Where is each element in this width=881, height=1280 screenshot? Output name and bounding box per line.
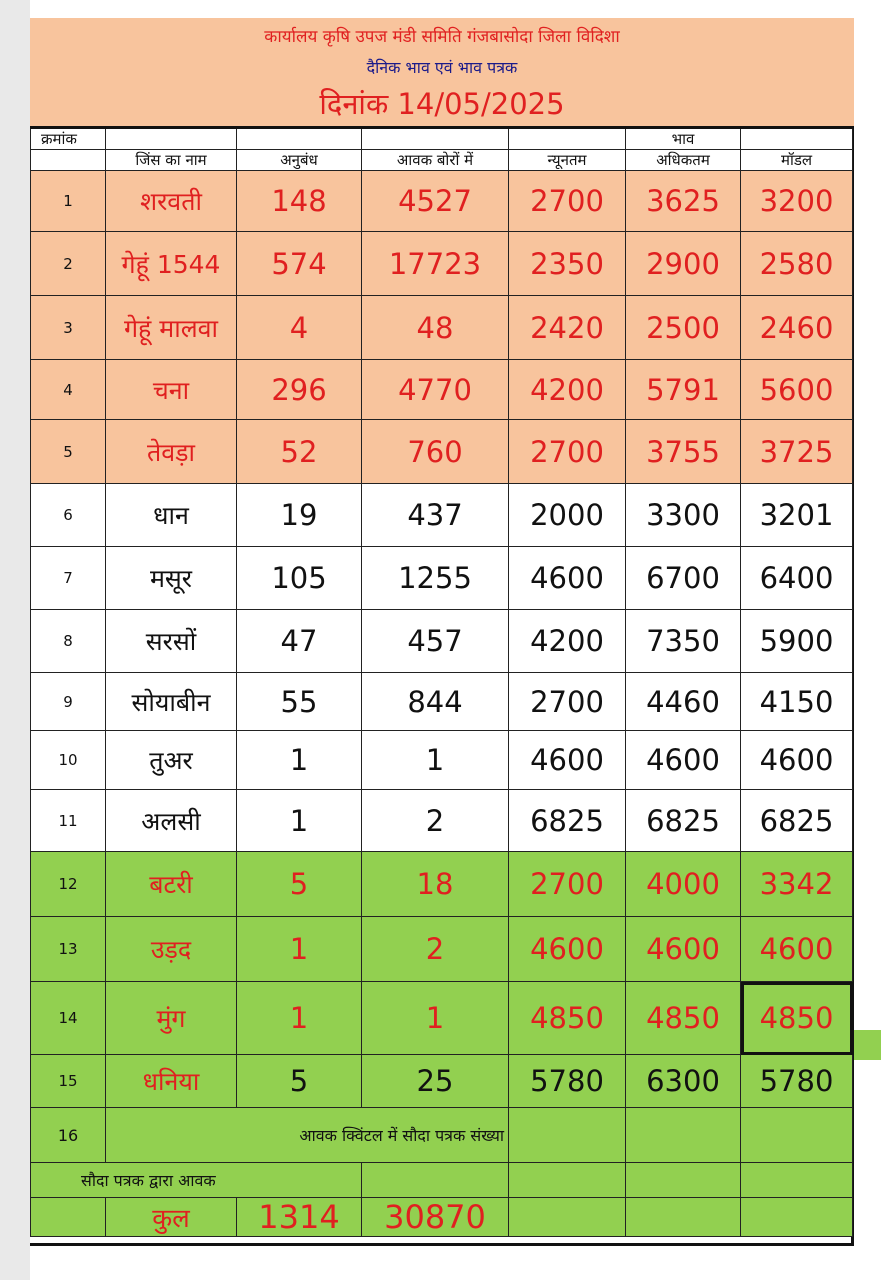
row-16-serial: 16 bbox=[31, 1108, 106, 1163]
row-16-label: आवक क्विंटल में सौदा पत्रक संख्या bbox=[106, 1108, 509, 1163]
cell-modal: 2580 bbox=[741, 232, 853, 296]
cell-sn: 13 bbox=[31, 917, 106, 982]
cell-max: 6300 bbox=[626, 1055, 741, 1108]
col-modal-header: मॉडल bbox=[741, 150, 853, 171]
cell-name: उड़द bbox=[106, 917, 237, 982]
table-row bbox=[31, 1055, 853, 1108]
cell-min: 4200 bbox=[509, 610, 626, 673]
cell-arrival: 437 bbox=[362, 484, 509, 547]
table-row bbox=[31, 420, 853, 484]
col-min-header: न्यूनतम bbox=[509, 150, 626, 171]
cell-modal: 4600 bbox=[741, 731, 853, 790]
cell-modal: 4150 bbox=[741, 673, 853, 731]
cell-name: मसूर bbox=[106, 547, 237, 610]
green-cell-overflow bbox=[854, 1030, 881, 1060]
table-row bbox=[31, 610, 853, 673]
cell-sn: 6 bbox=[31, 484, 106, 547]
cell-name: तेवड़ा bbox=[106, 420, 237, 484]
cell-sn: 12 bbox=[31, 852, 106, 917]
cell-sn: 7 bbox=[31, 547, 106, 610]
cell-min: 2420 bbox=[509, 296, 626, 360]
table-row bbox=[31, 852, 853, 917]
cell-arrival: 457 bbox=[362, 610, 509, 673]
cell-min: 4850 bbox=[509, 982, 626, 1055]
cell-sn: 5 bbox=[31, 420, 106, 484]
cell-contract: 19 bbox=[237, 484, 362, 547]
cell-contract: 4 bbox=[237, 296, 362, 360]
cell-name: सोयाबीन bbox=[106, 673, 237, 731]
total-contract: 1314 bbox=[237, 1198, 362, 1237]
cell-modal: 5600 bbox=[741, 360, 853, 420]
cell-modal: 4600 bbox=[741, 917, 853, 982]
cell-max: 4460 bbox=[626, 673, 741, 731]
cell-min: 4600 bbox=[509, 917, 626, 982]
cell-name: धान bbox=[106, 484, 237, 547]
cell-modal: 3342 bbox=[741, 852, 853, 917]
cell-sn: 10 bbox=[31, 731, 106, 790]
cell-name: चना bbox=[106, 360, 237, 420]
cell-max: 3300 bbox=[626, 484, 741, 547]
cell-sn: 4 bbox=[31, 360, 106, 420]
cell-min: 4600 bbox=[509, 731, 626, 790]
col-max-header: अधिकतम bbox=[626, 150, 741, 171]
cell-name: अलसी bbox=[106, 790, 237, 852]
cell-modal: 3725 bbox=[741, 420, 853, 484]
cell-arrival: 844 bbox=[362, 673, 509, 731]
cell-arrival: 2 bbox=[362, 790, 509, 852]
cell-contract: 1 bbox=[237, 790, 362, 852]
cell-min: 2700 bbox=[509, 420, 626, 484]
cell-min: 2700 bbox=[509, 673, 626, 731]
cell-contract: 1 bbox=[237, 731, 362, 790]
cell-modal: 3200 bbox=[741, 171, 853, 232]
cell-modal: 5900 bbox=[741, 610, 853, 673]
cell-contract: 296 bbox=[237, 360, 362, 420]
cell-max: 4600 bbox=[626, 731, 741, 790]
cell-name: गेहूं 1544 bbox=[106, 232, 237, 296]
cell-modal: 3201 bbox=[741, 484, 853, 547]
table-row bbox=[31, 171, 853, 232]
cell-max: 7350 bbox=[626, 610, 741, 673]
cell-contract: 1 bbox=[237, 917, 362, 982]
cell-min: 4200 bbox=[509, 360, 626, 420]
cell-min: 2350 bbox=[509, 232, 626, 296]
cell-max: 4000 bbox=[626, 852, 741, 917]
table-row bbox=[31, 731, 853, 790]
cell-arrival: 1 bbox=[362, 982, 509, 1055]
cell-modal: 4850 bbox=[741, 982, 853, 1055]
cell-contract: 105 bbox=[237, 547, 362, 610]
cell-sn: 15 bbox=[31, 1055, 106, 1108]
cell-name: बटरी bbox=[106, 852, 237, 917]
price-table bbox=[30, 126, 853, 1237]
cell-name: धनिया bbox=[106, 1055, 237, 1108]
cell-contract: 574 bbox=[237, 232, 362, 296]
col-arrival-header: आवक बोरों में bbox=[362, 150, 509, 171]
cell-min: 4600 bbox=[509, 547, 626, 610]
office-title: कार्यालय कृषि उपज मंडी समिति गंजबासोदा जिला विदिशा bbox=[264, 27, 620, 47]
cell-max: 3755 bbox=[626, 420, 741, 484]
cell-contract: 5 bbox=[237, 852, 362, 917]
cell-sn: 9 bbox=[31, 673, 106, 731]
table-row bbox=[31, 232, 853, 296]
cell-modal: 6825 bbox=[741, 790, 853, 852]
cell-max: 2500 bbox=[626, 296, 741, 360]
cell-min: 5780 bbox=[509, 1055, 626, 1108]
cell-sn: 11 bbox=[31, 790, 106, 852]
cell-max: 6700 bbox=[626, 547, 741, 610]
col-serial-header: क्रमांक bbox=[31, 128, 106, 150]
table-row bbox=[31, 673, 853, 731]
cell-modal: 5780 bbox=[741, 1055, 853, 1108]
note-label: सौदा पत्रक द्वारा आवक bbox=[31, 1163, 362, 1198]
cell-arrival: 18 bbox=[362, 852, 509, 917]
left-margin bbox=[0, 0, 30, 1280]
total-label: कुल bbox=[106, 1198, 237, 1237]
table-row bbox=[31, 982, 853, 1055]
cell-contract: 55 bbox=[237, 673, 362, 731]
cell-arrival: 2 bbox=[362, 917, 509, 982]
table-row bbox=[31, 547, 853, 610]
cell-max: 6825 bbox=[626, 790, 741, 852]
cell-name: मुंग bbox=[106, 982, 237, 1055]
col-contract-header: अनुबंध bbox=[237, 150, 362, 171]
cell-sn: 3 bbox=[31, 296, 106, 360]
cell-arrival: 1 bbox=[362, 731, 509, 790]
cell-contract: 148 bbox=[237, 171, 362, 232]
col-price-group-header: भाव bbox=[626, 128, 741, 150]
table-row bbox=[31, 296, 853, 360]
sheet-subtitle: दैनिक भाव एवं भाव पत्रक bbox=[366, 58, 518, 77]
cell-arrival: 17723 bbox=[362, 232, 509, 296]
cell-arrival: 4527 bbox=[362, 171, 509, 232]
cell-min: 6825 bbox=[509, 790, 626, 852]
total-arrival: 30870 bbox=[362, 1198, 509, 1237]
table-row bbox=[31, 917, 853, 982]
table-row bbox=[31, 790, 853, 852]
cell-contract: 47 bbox=[237, 610, 362, 673]
cell-contract: 5 bbox=[237, 1055, 362, 1108]
cell-sn: 14 bbox=[31, 982, 106, 1055]
cell-modal: 2460 bbox=[741, 296, 853, 360]
cell-name: शरवती bbox=[106, 171, 237, 232]
cell-min: 2000 bbox=[509, 484, 626, 547]
cell-max: 4600 bbox=[626, 917, 741, 982]
sheet-header bbox=[30, 18, 854, 126]
cell-arrival: 4770 bbox=[362, 360, 509, 420]
cell-max: 5791 bbox=[626, 360, 741, 420]
cell-min: 2700 bbox=[509, 171, 626, 232]
table-row bbox=[31, 484, 853, 547]
cell-arrival: 48 bbox=[362, 296, 509, 360]
cell-sn: 8 bbox=[31, 610, 106, 673]
table-row bbox=[31, 360, 853, 420]
cell-min: 2700 bbox=[509, 852, 626, 917]
cell-arrival: 1255 bbox=[362, 547, 509, 610]
cell-contract: 52 bbox=[237, 420, 362, 484]
cell-name: सरसों bbox=[106, 610, 237, 673]
cell-arrival: 760 bbox=[362, 420, 509, 484]
cell-max: 2900 bbox=[626, 232, 741, 296]
cell-name: तुअर bbox=[106, 731, 237, 790]
cell-name: गेहूं मालवा bbox=[106, 296, 237, 360]
cell-modal: 6400 bbox=[741, 547, 853, 610]
cell-sn: 1 bbox=[31, 171, 106, 232]
cell-contract: 1 bbox=[237, 982, 362, 1055]
col-name-header: जिंस का नाम bbox=[106, 150, 237, 171]
cell-max: 3625 bbox=[626, 171, 741, 232]
sheet-date: दिनांक 14/05/2025 bbox=[319, 87, 565, 121]
cell-arrival: 25 bbox=[362, 1055, 509, 1108]
cell-sn: 2 bbox=[31, 232, 106, 296]
cell-max: 4850 bbox=[626, 982, 741, 1055]
